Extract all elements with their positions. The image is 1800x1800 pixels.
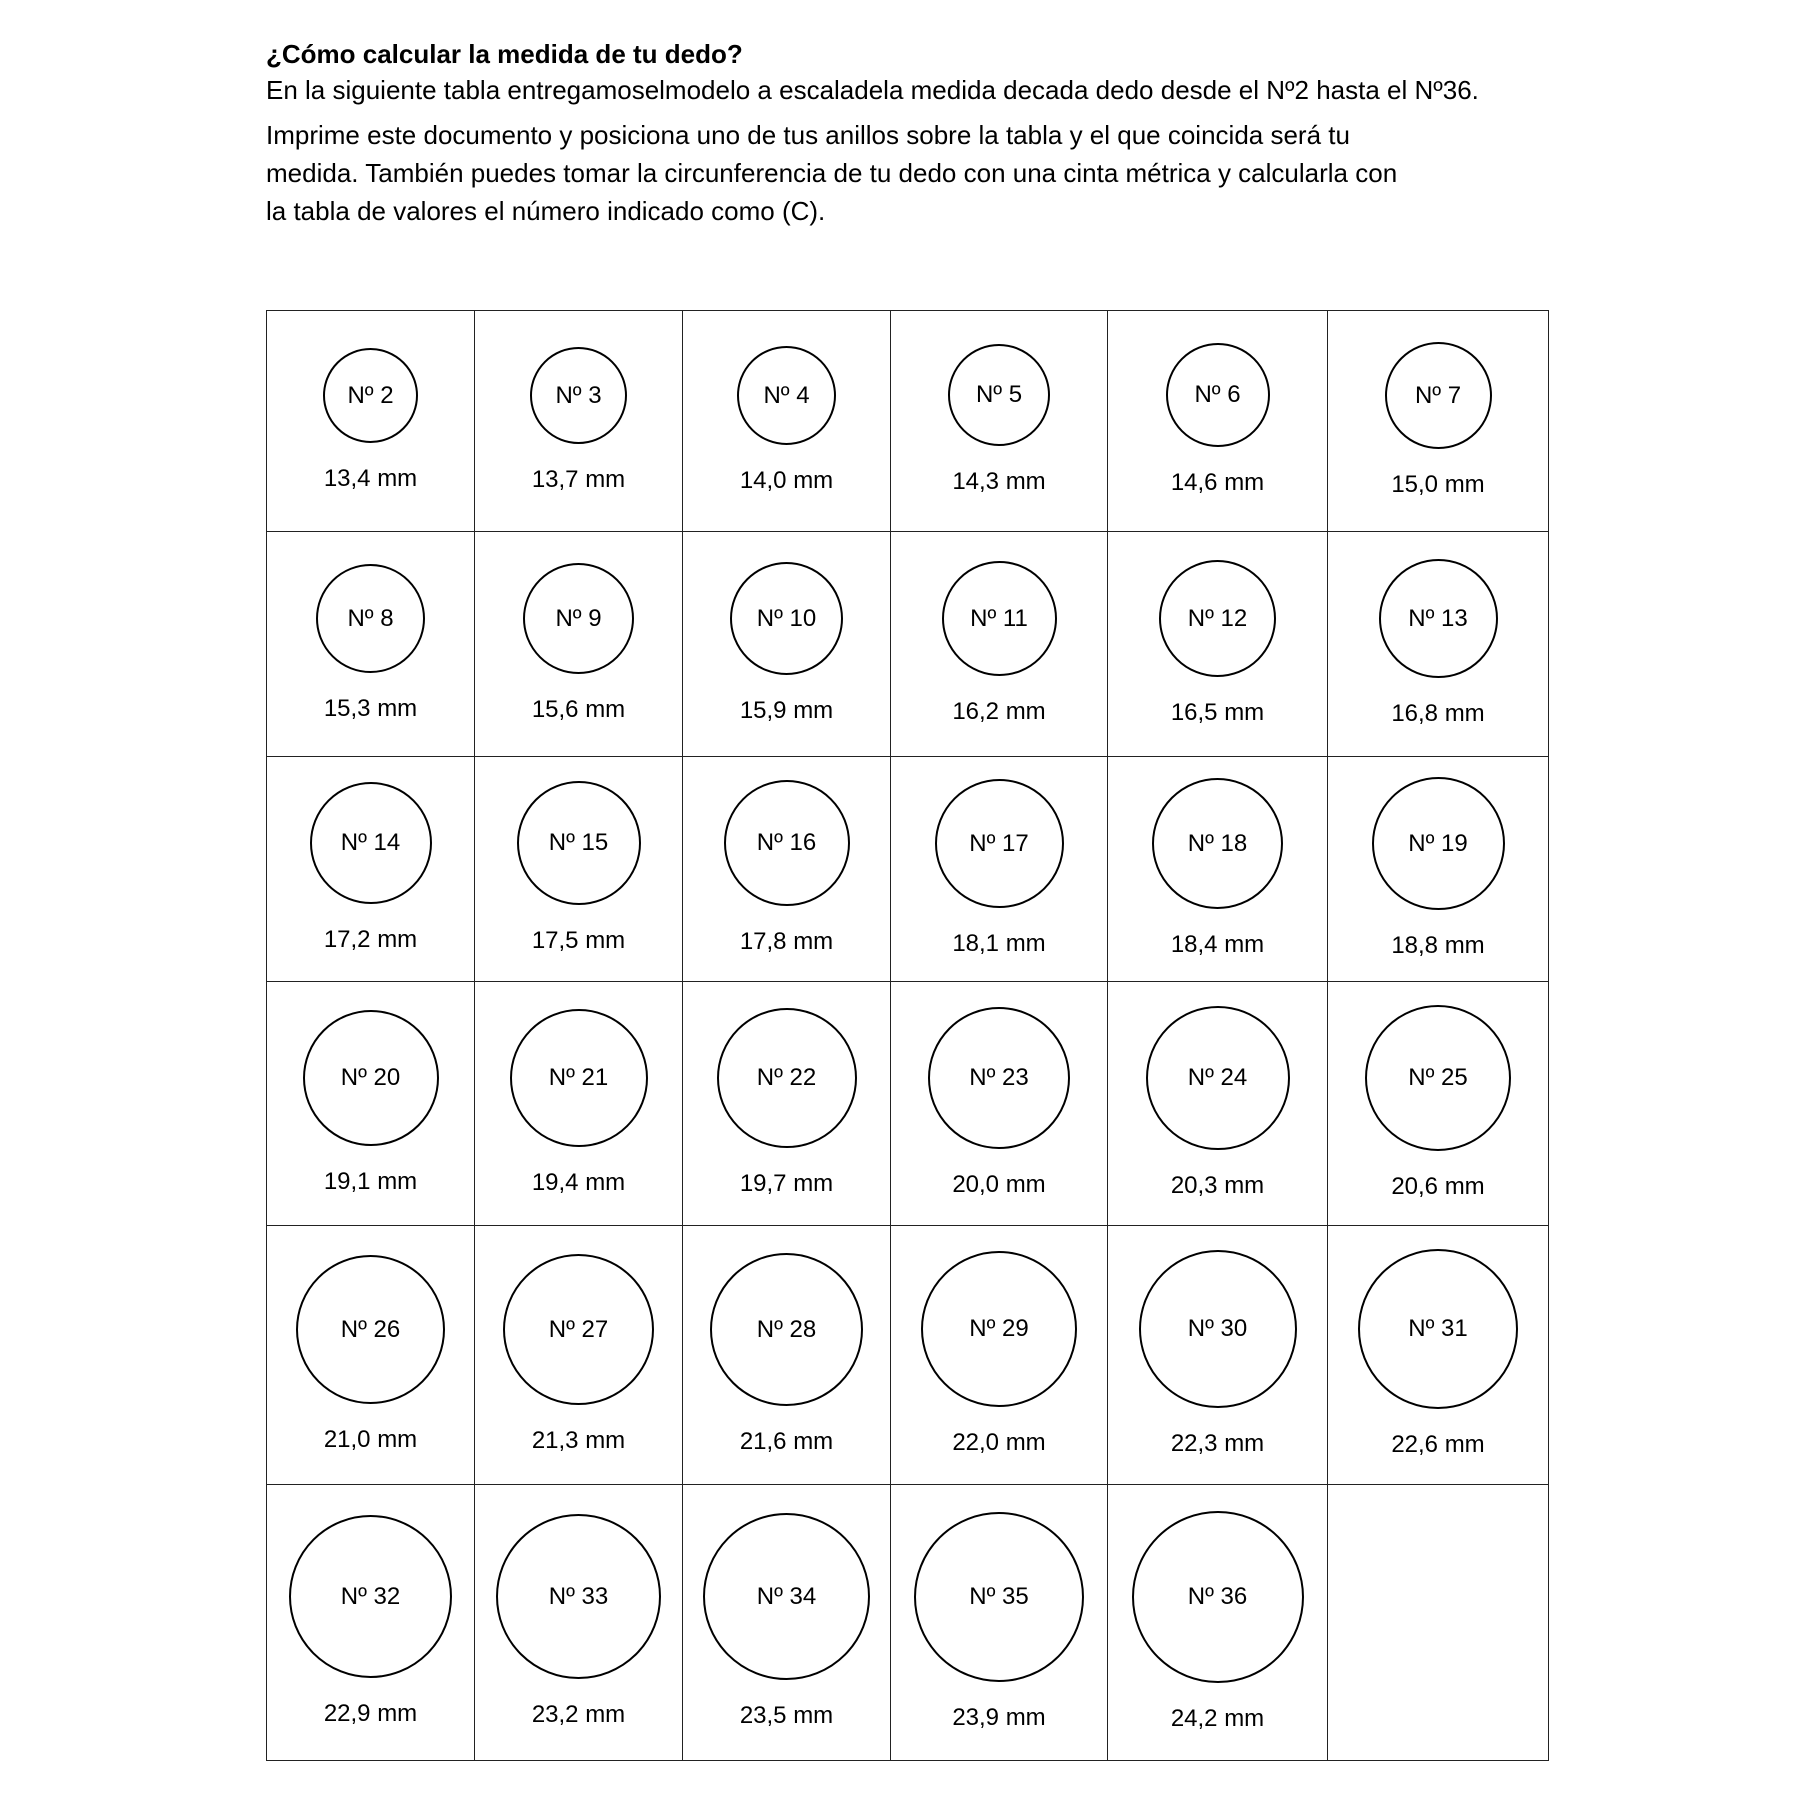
ring-size-measure: 19,1 mm: [323, 1168, 418, 1195]
ring-circle-wrap: [475, 347, 682, 444]
page-title: ¿Cómo calcular la medida de tu dedo?: [266, 39, 743, 69]
ring-size-label: Nº 10: [756, 604, 817, 632]
ring-size-circle: [730, 562, 843, 675]
ring-size-measure: 14,0 mm: [739, 467, 834, 494]
ring-size-label: Nº 14: [340, 829, 401, 856]
ring-size-cell: [475, 311, 683, 532]
ring-size-table-body: [267, 311, 1549, 1761]
ring-circle-wrap: [267, 348, 474, 443]
intro-paragraph-2: [266, 116, 1556, 230]
ring-size-label: Nº 34: [756, 1582, 817, 1610]
ring-size-measure: 22,9 mm: [323, 1700, 418, 1727]
ring-size-measure: 16,8 mm: [1391, 700, 1485, 727]
ring-circle-wrap: [267, 1515, 474, 1678]
ring-size-label: Nº 22: [756, 1064, 817, 1091]
ring-size-measure: 22,0 mm: [952, 1429, 1046, 1456]
ring-size-circle: [942, 561, 1057, 676]
ring-size-label: Nº 11: [970, 604, 1028, 632]
ring-size-measure: 15,3 mm: [323, 695, 418, 722]
table-row: [267, 532, 1549, 757]
ring-size-label: Nº 29: [969, 1315, 1029, 1342]
ring-size-cell: [683, 1226, 891, 1485]
intro-paragraph-2-line-2: medida. También puedes tomar la circunferencia de tu dedo con una cinta métrica y calcularla con: [266, 158, 1398, 188]
empty-cell: [1328, 1485, 1549, 1761]
ring-size-circle: [1152, 778, 1283, 909]
ring-size-cell: [475, 757, 683, 982]
ring-circle-wrap: [891, 1007, 1107, 1149]
ring-circle-wrap: [683, 780, 890, 906]
ring-circle-wrap: [683, 562, 890, 675]
ring-size-circle: [928, 1007, 1070, 1149]
ring-size-label: Nº 23: [969, 1064, 1029, 1091]
ring-size-label: Nº 2: [347, 381, 394, 409]
ring-size-label: Nº 15: [548, 829, 609, 856]
ring-circle-wrap: [683, 1253, 890, 1406]
ring-size-cell: [891, 311, 1108, 532]
ring-size-label: Nº 26: [340, 1315, 401, 1343]
ring-size-cell: [267, 757, 475, 982]
ring-size-measure: 17,8 mm: [739, 928, 834, 955]
ring-size-measure: 22,6 mm: [1391, 1431, 1485, 1458]
ring-size-cell: [1108, 1226, 1328, 1485]
ring-circle-wrap: [475, 563, 682, 674]
ring-size-circle: [1166, 343, 1270, 447]
ring-size-measure: 17,5 mm: [531, 927, 626, 954]
ring-circle-wrap: [891, 1251, 1107, 1407]
ring-size-cell: [683, 1485, 891, 1761]
ring-circle-wrap: [1108, 343, 1327, 447]
ring-circle-wrap: [683, 346, 890, 445]
ring-size-label: Nº 6: [1194, 381, 1241, 408]
ring-size-label: Nº 18: [1187, 829, 1248, 857]
ring-size-circle: [724, 780, 850, 906]
ring-circle-wrap: [475, 781, 682, 905]
ring-size-measure: 23,5 mm: [739, 1702, 834, 1729]
ring-size-measure: 14,6 mm: [1170, 469, 1265, 496]
ring-size-circle: [1379, 559, 1498, 678]
ring-size-label: Nº 31: [1408, 1315, 1468, 1342]
ring-size-circle: [948, 344, 1050, 446]
ring-size-cell: [1108, 757, 1328, 982]
ring-size-circle: [517, 781, 641, 905]
intro-paragraph-2-line-1: Imprime este documento y posiciona uno de tus anillos sobre la tabla y el que coincida será tu: [266, 120, 1350, 150]
ring-size-cell: [891, 532, 1108, 757]
ring-size-measure: 24,2 mm: [1170, 1705, 1265, 1732]
ring-size-cell: [683, 982, 891, 1226]
ring-size-label: Nº 13: [1408, 604, 1468, 632]
ring-size-label: Nº 17: [969, 829, 1029, 857]
ring-size-circle: [303, 1010, 439, 1146]
ring-circle-wrap: [1328, 559, 1548, 678]
ring-size-label: Nº 19: [1408, 829, 1468, 857]
ring-size-cell: [1328, 1226, 1549, 1485]
ring-circle-wrap: [267, 782, 474, 904]
ring-size-measure: 14,3 mm: [952, 468, 1046, 495]
ring-size-measure: 23,9 mm: [952, 1704, 1046, 1731]
ring-size-cell: [891, 757, 1108, 982]
intro-paragraph-1: En la siguiente tabla entregamoselmodelo a escaladela medida decada dedo desde el Nº2 hasta el Nº36.: [266, 75, 1479, 105]
ring-size-circle: [1159, 560, 1276, 677]
ring-size-measure: 13,4 mm: [323, 465, 418, 492]
ring-size-circle: [289, 1515, 452, 1678]
ring-circle-wrap: [891, 561, 1107, 676]
ring-size-cell: [891, 1485, 1108, 1761]
ring-circle-wrap: [891, 1512, 1107, 1682]
ring-size-label: Nº 8: [347, 604, 394, 632]
ring-size-measure: 13,7 mm: [531, 466, 626, 493]
ring-size-circle: [703, 1513, 870, 1680]
intro-paragraph-2-line-3: la tabla de valores el número indicado como (C).: [266, 196, 826, 226]
ring-size-label: Nº 5: [975, 381, 1023, 408]
ring-size-measure: 21,6 mm: [739, 1428, 834, 1455]
ring-size-cell: [683, 532, 891, 757]
ring-size-cell: [475, 1485, 683, 1761]
ring-size-cell: [1328, 757, 1549, 982]
ring-size-cell: [683, 311, 891, 532]
ring-circle-wrap: [891, 344, 1107, 446]
ring-size-label: Nº 35: [969, 1583, 1029, 1610]
ring-size-measure: 20,6 mm: [1391, 1173, 1485, 1200]
ring-size-cell: [1108, 1485, 1328, 1761]
ring-size-circle: [1132, 1511, 1304, 1683]
ring-circle-wrap: [475, 1254, 682, 1405]
ring-size-circle: [323, 348, 418, 443]
ring-size-circle: [717, 1008, 857, 1148]
ring-size-label: Nº 9: [555, 604, 602, 632]
ring-circle-wrap: [1108, 560, 1327, 677]
ring-size-label: Nº 25: [1408, 1064, 1468, 1091]
ring-circle-wrap: [1328, 1249, 1548, 1409]
ring-size-measure: 15,6 mm: [531, 696, 626, 723]
ring-size-cell: [683, 757, 891, 982]
ring-size-label: Nº 36: [1187, 1583, 1248, 1610]
ring-size-measure: 21,0 mm: [323, 1426, 418, 1453]
ring-size-label: Nº 33: [548, 1582, 609, 1610]
table-row: [267, 1226, 1549, 1485]
ring-circle-wrap: [891, 779, 1107, 908]
ring-size-circle: [737, 346, 836, 445]
ring-size-measure: 18,8 mm: [1391, 932, 1485, 959]
ring-size-label: Nº 12: [1187, 604, 1248, 632]
ring-size-circle: [316, 564, 425, 673]
ring-circle-wrap: [683, 1513, 890, 1680]
ring-size-label: Nº 32: [340, 1582, 401, 1610]
ring-size-circle: [530, 347, 627, 444]
ring-circle-wrap: [1108, 1250, 1327, 1408]
ring-circle-wrap: [683, 1008, 890, 1148]
ring-size-cell: [1328, 532, 1549, 757]
ring-size-measure: 21,3 mm: [531, 1427, 626, 1454]
ring-circle-wrap: [267, 1255, 474, 1404]
ring-size-label: Nº 24: [1187, 1064, 1248, 1091]
ring-size-label: Nº 3: [555, 381, 602, 409]
ring-size-measure: 16,5 mm: [1170, 699, 1265, 726]
ring-circle-wrap: [475, 1009, 682, 1147]
ring-size-measure: 19,4 mm: [531, 1169, 626, 1196]
ring-size-circle: [296, 1255, 445, 1404]
ring-size-cell: [267, 982, 475, 1226]
ring-circle-wrap: [1108, 778, 1327, 909]
ring-size-measure: 16,2 mm: [952, 698, 1046, 725]
ring-size-circle: [1372, 777, 1505, 910]
ring-size-cell: [267, 532, 475, 757]
ring-size-circle: [523, 563, 634, 674]
intro-text-block: [266, 36, 1556, 230]
ring-size-circle: [496, 1514, 661, 1679]
ring-size-cell: [475, 532, 683, 757]
ring-size-circle: [310, 782, 432, 904]
ring-size-label: Nº 20: [340, 1064, 401, 1091]
ring-circle-wrap: [267, 564, 474, 673]
ring-size-circle: [914, 1512, 1084, 1682]
ring-size-circle: [1358, 1249, 1518, 1409]
ring-size-cell: [1328, 982, 1549, 1226]
ring-size-measure: 20,3 mm: [1170, 1172, 1265, 1199]
ring-size-measure: 20,0 mm: [952, 1171, 1046, 1198]
ring-size-cell: [475, 1226, 683, 1485]
ring-size-circle: [1365, 1005, 1511, 1151]
ring-size-cell: [267, 311, 475, 532]
table-row: [267, 982, 1549, 1226]
ring-size-circle: [710, 1253, 863, 1406]
table-row: [267, 311, 1549, 532]
ring-size-cell: [1328, 311, 1549, 532]
ring-size-circle: [935, 779, 1064, 908]
ring-size-measure: 18,1 mm: [952, 930, 1046, 957]
ring-size-label: Nº 27: [548, 1315, 609, 1343]
ring-circle-wrap: [1108, 1006, 1327, 1150]
ring-size-cell: [1108, 982, 1328, 1226]
ring-size-cell: [1108, 532, 1328, 757]
ring-circle-wrap: [1328, 1005, 1548, 1151]
ring-size-measure: 17,2 mm: [323, 926, 418, 953]
ring-size-measure: 15,0 mm: [1391, 471, 1485, 498]
ring-size-measure: 15,9 mm: [739, 697, 834, 724]
ring-size-circle: [1146, 1006, 1290, 1150]
ring-size-measure: 18,4 mm: [1170, 931, 1265, 958]
ring-size-cell: [1108, 311, 1328, 532]
table-row: [267, 757, 1549, 982]
ring-size-cell: [891, 1226, 1108, 1485]
ring-size-table: [266, 310, 1549, 1761]
ring-size-measure: 23,2 mm: [531, 1701, 626, 1728]
table-row: [267, 1485, 1549, 1761]
ring-circle-wrap: [1328, 342, 1548, 449]
ring-circle-wrap: [1328, 777, 1548, 910]
ring-size-label: Nº 7: [1414, 381, 1462, 409]
ring-size-circle: [510, 1009, 648, 1147]
ring-size-circle: [1385, 342, 1492, 449]
ring-size-label: Nº 21: [548, 1064, 609, 1091]
ring-size-circle: [503, 1254, 654, 1405]
ring-size-cell: [475, 982, 683, 1226]
ring-circle-wrap: [267, 1010, 474, 1146]
ring-size-cell: [267, 1485, 475, 1761]
ring-size-label: Nº 16: [756, 829, 817, 856]
ring-size-label: Nº 30: [1187, 1315, 1248, 1342]
ring-size-cell: [267, 1226, 475, 1485]
ring-size-label: Nº 4: [763, 381, 810, 409]
ring-size-circle: [921, 1251, 1077, 1407]
ring-size-measure: 19,7 mm: [739, 1170, 834, 1197]
ring-size-label: Nº 28: [756, 1315, 817, 1343]
ring-circle-wrap: [1108, 1511, 1327, 1683]
ring-circle-wrap: [475, 1514, 682, 1679]
ring-size-measure: 22,3 mm: [1170, 1430, 1265, 1457]
ring-size-cell: [891, 982, 1108, 1226]
ring-size-circle: [1139, 1250, 1297, 1408]
